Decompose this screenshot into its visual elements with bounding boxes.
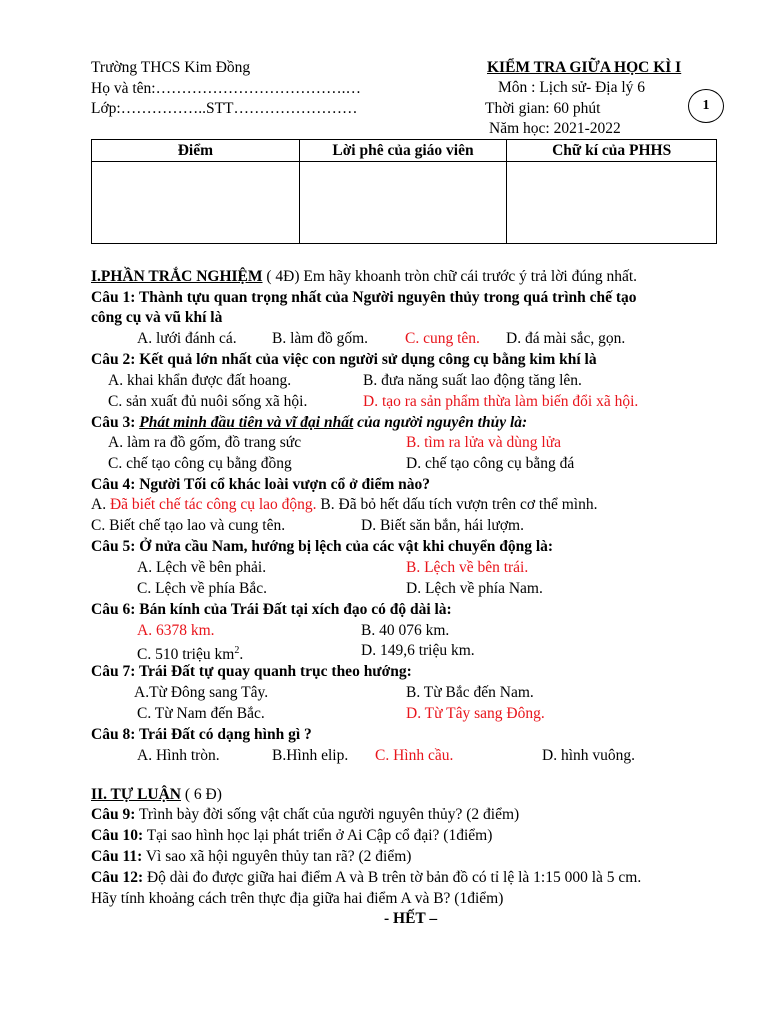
q7-option-c: C. Từ Nam đến Bắc. bbox=[137, 705, 265, 722]
q7-option-b: B. Từ Bắc đến Nam. bbox=[406, 684, 534, 701]
end-marker: - HẾT – bbox=[384, 910, 438, 927]
q12-text: Độ dài đo được giữa hai điểm A và B trên tờ bản đồ có tỉ lệ là 1:15 000 là 5 cm. bbox=[143, 869, 642, 886]
q3-option-b: B. tìm ra lửa và dùng lửa bbox=[406, 434, 561, 451]
q6-option-c-text: C. 510 triệu km bbox=[137, 646, 235, 664]
q10-text: Tại sao hình học lại phát triển ở Ai Cập cổ đại? (1điểm) bbox=[143, 827, 493, 844]
q6-stem: Câu 6: Bán kính của Trái Đất tại xích đạo có độ dài là: bbox=[91, 601, 452, 618]
q11-text: Vì sao xã hội nguyên thủy tan rã? (2 điểm) bbox=[142, 848, 412, 865]
q8-option-b: B.Hình elip. bbox=[272, 747, 349, 764]
q5-option-a: A. Lệch về bên phải. bbox=[137, 559, 267, 576]
q7-option-d: D. Từ Tây sang Đông. bbox=[406, 705, 545, 722]
q4-option-a-label: A. bbox=[91, 496, 110, 513]
q8-option-c: C. Hình cầu. bbox=[375, 747, 454, 764]
q6-option-a: A. 6378 km. bbox=[137, 622, 215, 639]
part1-heading-line bbox=[91, 268, 637, 286]
part1-heading: I.PHẦN TRẮC NGHIỆM bbox=[91, 268, 263, 285]
q4-option-b: B. Đã bỏ hết dấu tích vượn trên cơ thể mình. bbox=[316, 496, 598, 513]
q2-option-c: C. sản xuất đủ nuôi sống xã hội. bbox=[108, 393, 308, 410]
q5-stem: Câu 5: Ở nửa cầu Nam, hướng bị lệch của các vật khi chuyển động là: bbox=[91, 538, 554, 555]
q7-stem: Câu 7: Trái Đất tự quay quanh trục theo hướng: bbox=[91, 663, 412, 680]
q10-label: Câu 10: bbox=[91, 827, 144, 844]
q8-option-d: D. hình vuông. bbox=[542, 747, 635, 764]
q1-option-c: C. cung tên. bbox=[405, 330, 480, 347]
school-year: Năm học: 2021-2022 bbox=[489, 120, 621, 137]
q12 bbox=[91, 869, 641, 887]
q2-option-d: D. tạo ra sản phẩm thừa làm biến đổi xã hội. bbox=[363, 393, 639, 410]
q5-option-c: C. Lệch về phía Bắc. bbox=[137, 580, 267, 597]
q3-label: Câu 3: bbox=[91, 414, 140, 431]
q11-label: Câu 11: bbox=[91, 848, 143, 865]
q12-line2: Hãy tính khoảng cách trên thực địa giữa hai điểm A và B? (1điểm) bbox=[91, 890, 504, 907]
q6-option-c-end: . bbox=[239, 646, 244, 664]
grade-header-parent-signature: Chữ kí của PHHS bbox=[507, 140, 717, 162]
q4-option-d: D. Biết săn bắn, hái lượm. bbox=[361, 517, 524, 534]
q11 bbox=[91, 848, 411, 866]
q9 bbox=[91, 806, 519, 824]
q3-option-a: A. làm ra đồ gốm, đồ trang sức bbox=[108, 434, 302, 451]
q1-option-a: A. lưới đánh cá. bbox=[137, 330, 237, 347]
grade-header-comment: Lời phê của giáo viên bbox=[299, 140, 507, 162]
q3-option-d: D. chế tạo công cụ bằng đá bbox=[406, 455, 575, 472]
q4-option-a: Đã biết chế tác công cụ lao động. bbox=[109, 496, 317, 513]
q5-option-d: D. Lệch về phía Nam. bbox=[406, 580, 543, 597]
exam-title: KIỂM TRA GIỮA HỌC KÌ I bbox=[487, 59, 682, 76]
q4-option-c: C. Biết chế tạo lao và cung tên. bbox=[91, 517, 286, 534]
q8-stem: Câu 8: Trái Đất có dạng hình gì ? bbox=[91, 726, 312, 743]
parent-signature-cell bbox=[507, 162, 717, 244]
q4-stem: Câu 4: Người Tối cổ khác loài vượn cổ ở điểm nào? bbox=[91, 476, 431, 493]
q10 bbox=[91, 827, 492, 845]
q3-stem bbox=[91, 414, 527, 432]
class-line: Lớp:……………..STT…………………… bbox=[91, 100, 358, 117]
part2-heading: II. TỰ LUẬN bbox=[91, 786, 182, 803]
q6-option-c bbox=[137, 642, 243, 664]
school-name: Trường THCS Kim Đồng bbox=[91, 59, 251, 76]
exam-time: Thời gian: 60 phút bbox=[485, 100, 601, 117]
student-name-line: Họ và tên:……………………………….… bbox=[91, 80, 361, 97]
q9-label: Câu 9: bbox=[91, 806, 136, 823]
q2-option-b: B. đưa năng suất lao động tăng lên. bbox=[363, 372, 582, 389]
q9-text: Trình bày đời sống vật chất của người nguyên thủy? (2 điểm) bbox=[135, 806, 520, 823]
q1-option-d: D. đá mài sắc, gọn. bbox=[506, 330, 626, 347]
comment-cell bbox=[299, 162, 507, 244]
part2-heading-line bbox=[91, 786, 222, 804]
q3-rest: của người nguyên thủy là: bbox=[353, 414, 528, 431]
part1-instructions: ( 4Đ) Em hãy khoanh tròn chữ cái trước ý trả lời đúng nhất. bbox=[262, 268, 638, 285]
q6-option-d: D. 149,6 triệu km. bbox=[361, 642, 475, 659]
q6-option-b: B. 40 076 km. bbox=[361, 622, 450, 639]
q8-option-a: A. Hình tròn. bbox=[137, 747, 220, 764]
q7-option-a: A.Từ Đông sang Tây. bbox=[134, 684, 269, 701]
q5-option-b: B. Lệch về bên trái. bbox=[406, 559, 529, 576]
q1-stem-line2: công cụ và vũ khí là bbox=[91, 309, 223, 326]
grade-table bbox=[91, 139, 717, 244]
q6-option-c-superscript: 2 bbox=[234, 645, 240, 656]
q4-options-ab bbox=[91, 496, 597, 514]
q3-option-c: C. chế tạo công cụ bằng đồng bbox=[108, 455, 292, 472]
q3-emphasis: Phát minh đầu tiên và vĩ đại nhất bbox=[139, 414, 354, 431]
version-badge: 1 bbox=[688, 89, 724, 123]
part2-points: ( 6 Đ) bbox=[181, 786, 222, 803]
q2-option-a: A. khai khẩn được đất hoang. bbox=[108, 372, 292, 389]
score-cell bbox=[92, 162, 300, 244]
q1-stem-line1: Câu 1: Thành tựu quan trọng nhất của Người nguyên thủy trong quá trình chế tạo bbox=[91, 289, 637, 306]
q1-option-b: B. làm đồ gốm. bbox=[272, 330, 369, 347]
exam-subject: Môn : Lịch sử- Địa lý 6 bbox=[498, 79, 646, 96]
grade-header-score: Điểm bbox=[92, 140, 300, 162]
q12-label: Câu 12: bbox=[91, 869, 144, 886]
q2-stem: Câu 2: Kết quả lớn nhất của việc con người sử dụng công cụ bằng kim khí là bbox=[91, 351, 597, 368]
